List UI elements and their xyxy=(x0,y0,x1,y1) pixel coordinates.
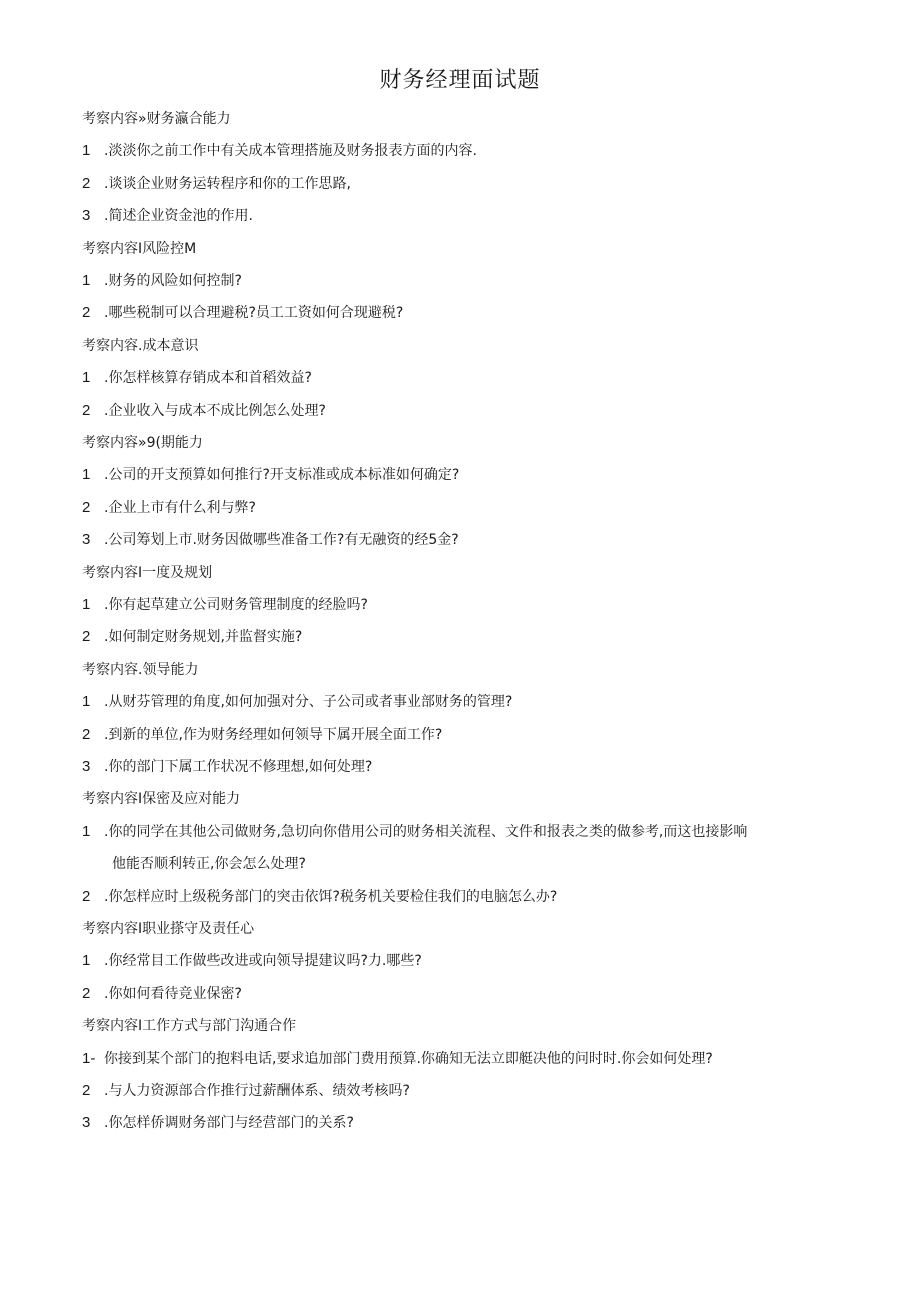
question-text-block xyxy=(104,1107,872,1139)
question-text-block xyxy=(104,945,872,977)
question-number: 2 xyxy=(82,725,91,743)
question-item xyxy=(82,621,872,653)
question-text: .你怎样应时上级税务部门的突击依饵?税务机关要检住我们的电脑怎么办? xyxy=(104,888,558,905)
question-number: 3 xyxy=(82,207,91,225)
question-text-block xyxy=(104,719,872,751)
question-item xyxy=(82,168,872,200)
question-item xyxy=(82,395,872,427)
section-heading: 考察内容I保密及应对能力 xyxy=(82,791,241,808)
page-title: 财务经理面试题 xyxy=(379,68,541,93)
question-number: 1- xyxy=(82,1049,96,1067)
question-text: .从财芬管理的角度,如何加强对分、子公司或者事业部财务的管理? xyxy=(104,694,513,711)
question-number: 3 xyxy=(82,1114,91,1132)
question-text: 你接到某个部门的抱料电话,要求追加部门费用预算.你确知无法立即艇决他的问时时.你会如何处理? xyxy=(104,1050,713,1067)
question-item xyxy=(82,459,872,491)
question-text-block xyxy=(104,492,872,524)
question-text-block xyxy=(104,362,872,394)
question-item xyxy=(82,492,872,524)
question-item xyxy=(82,719,872,751)
question-number: 2 xyxy=(82,498,91,516)
question-item xyxy=(82,686,872,718)
section-heading: 考察内容I一度及规划 xyxy=(82,564,213,581)
question-text: .你怎样核算存销成本和首稻效益? xyxy=(104,370,312,387)
section-heading: 考察内容I风险控M xyxy=(82,240,197,257)
question-text-block xyxy=(104,978,872,1010)
question-number: 3 xyxy=(82,531,91,549)
question-text: .财务的风险如何控制? xyxy=(104,273,242,289)
question-number: 2 xyxy=(82,1082,91,1100)
question-item xyxy=(82,135,872,167)
question-text: .你经常目工作做些改进或向领导提建议吗?力.哪些? xyxy=(104,953,422,970)
question-text-block xyxy=(104,168,872,200)
question-item xyxy=(82,297,872,329)
question-text-continuation: 他能否顺利转正,你会怎么处理? xyxy=(112,856,306,873)
question-number: 1 xyxy=(82,142,91,160)
question-text-block xyxy=(104,1043,872,1075)
question-item xyxy=(82,362,872,394)
question-item xyxy=(82,265,872,297)
question-text: .你如何看待竞业保密? xyxy=(104,985,242,1002)
question-list xyxy=(82,103,872,1140)
question-number: 1 xyxy=(82,369,91,387)
question-item xyxy=(82,978,872,1010)
question-text-block xyxy=(104,751,872,783)
question-item xyxy=(82,1075,872,1107)
question-text: .你怎样侨调财务部门与经营部门的关系? xyxy=(104,1115,354,1132)
section-heading: 考察内容»9(期能力 xyxy=(82,435,203,452)
question-item xyxy=(82,881,872,913)
question-text-block xyxy=(104,265,872,297)
question-text-block xyxy=(104,589,872,621)
question-text-block xyxy=(104,816,872,881)
question-text-block xyxy=(104,524,872,556)
question-item xyxy=(82,816,872,881)
question-text: .企业收入与成本不成比例怎么处理? xyxy=(104,402,326,419)
question-item xyxy=(82,200,872,232)
question-text: .与人力资源部合作推行过薪酬体系、绩效考核吗? xyxy=(104,1083,410,1100)
question-text: .简述企业资金池的作用. xyxy=(104,208,253,225)
question-text-block xyxy=(104,200,872,232)
question-number: 1 xyxy=(82,596,91,614)
question-item xyxy=(82,1043,872,1075)
question-text-block xyxy=(104,881,872,913)
question-number: 3 xyxy=(82,758,91,776)
question-text-block xyxy=(104,395,872,427)
question-number: 1 xyxy=(82,466,91,484)
question-text-block xyxy=(104,297,872,329)
question-number: 2 xyxy=(82,401,91,419)
question-text-block xyxy=(104,135,872,167)
question-item xyxy=(82,751,872,783)
question-item xyxy=(82,1107,872,1139)
question-text: .如何制定财务规划,并监督实施? xyxy=(104,629,303,646)
section-heading: 考察内容.成本意识 xyxy=(82,337,199,354)
question-number: 1 xyxy=(82,952,91,970)
question-item xyxy=(82,589,872,621)
section-heading: 考察内容I工作方式与部门沟通合作 xyxy=(82,1018,297,1035)
question-text: .公司筹划上市.财务因做哪些准备工作?有无融资的经5金? xyxy=(104,532,459,549)
question-number: 1 xyxy=(82,272,91,289)
question-number: 2 xyxy=(82,887,91,905)
question-number: 2 xyxy=(82,304,91,322)
section-heading: 考察内容I职业搽守及责任心 xyxy=(82,921,255,938)
section-heading: 考察内容.领导能力 xyxy=(82,661,199,678)
question-number: 1 xyxy=(82,822,91,840)
question-text-block xyxy=(104,686,872,718)
question-text-block xyxy=(104,459,872,491)
question-text: .淡淡你之前工作中有关成本管理搭施及财务报表方面的内容. xyxy=(104,143,477,160)
question-number: 2 xyxy=(82,984,91,1002)
question-number: 1 xyxy=(82,693,91,711)
question-text: .公司的开支预算如何推行?开支标准或成本标准如何确定? xyxy=(104,467,460,484)
question-item xyxy=(82,524,872,556)
question-text: .哪些税制可以合理避税?员工工资如何合现避税? xyxy=(104,305,404,322)
question-text: .企业上市有什么利与弊? xyxy=(104,499,256,516)
question-text: .你有起草建立公司财务管理制度的经脸吗? xyxy=(104,597,368,614)
question-number: 2 xyxy=(82,174,91,192)
question-text: .到新的单位,作为财务经理如何领导下属开展全面工作? xyxy=(104,726,443,743)
question-text-block xyxy=(104,1075,872,1107)
question-text: .你的同学在其他公司做财务,急切向你借用公司的财务相关流程、文件和报表之类的做参考,而这也接影响 xyxy=(104,823,748,840)
question-item xyxy=(82,945,872,977)
question-text: .谈谈企业财务运转程序和你的工作思路, xyxy=(104,175,351,192)
question-number: 2 xyxy=(82,628,91,646)
question-text: .你的部门下属工作状况不修理想,如何处理? xyxy=(104,759,373,776)
question-text-block xyxy=(104,621,872,653)
section-heading: 考察内容»财务瀛合能力 xyxy=(82,111,231,127)
